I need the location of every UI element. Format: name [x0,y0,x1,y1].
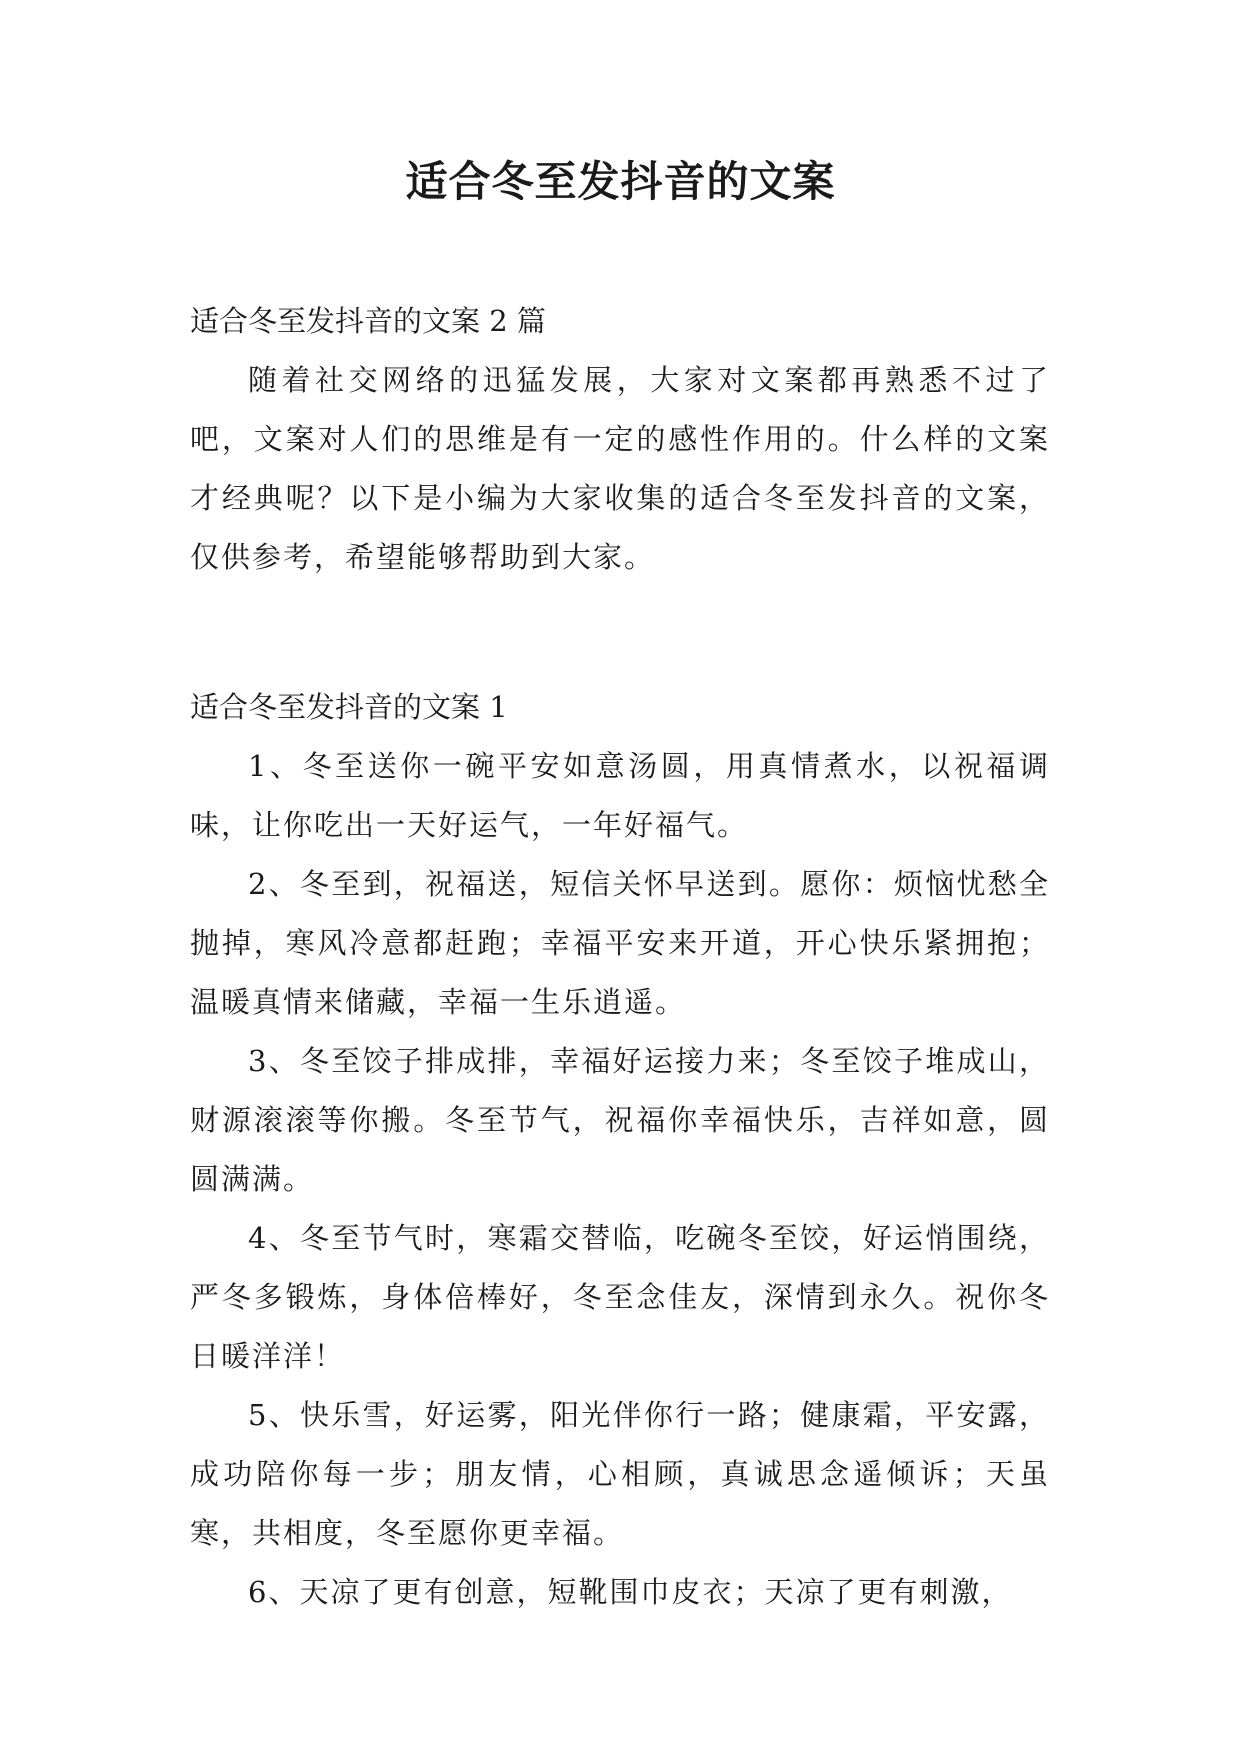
document-title: 适合冬至发抖音的文案 [405,157,836,206]
list-item: 4、冬至节气时，寒霜交替临，吃碗冬至饺，好运悄围绕，严冬多锻炼，身体倍棒好，冬至念佳友，深情到永久。祝你冬日暖洋洋！ [190,1221,1050,1373]
list-item: 6、天凉了更有创意，短靴围巾皮衣；天凉了更有刺激， [248,1575,1013,1609]
document-heading: 适合冬至发抖音的文案 2 篇 [190,304,546,338]
section-title: 适合冬至发抖音的文案 1 [190,690,508,724]
list-item: 1、冬至送你一碗平安如意汤圆，用真情煮水，以祝福调味，让你吃出一天好运气，一年好福气。 [190,749,1050,842]
list-item: 5、快乐雪，好运雾，阳光伴你行一路；健康霜，平安露，成功陪你每一步；朋友情，心相顾，真诚思念遥倾诉；天虽寒，共相度，冬至愿你更幸福。 [190,1398,1050,1550]
list-item: 2、冬至到，祝福送，短信关怀早送到。愿你：烦恼忧愁全抛掉，寒风冷意都赶跑；幸福平安来开道，开心快乐紧拥抱；温暖真情来储藏，幸福一生乐逍遥。 [190,867,1050,1019]
section-spacer [190,587,1050,678]
document-body [190,292,1050,1622]
list-item: 3、冬至饺子排成排，幸福好运接力来；冬至饺子堆成山，财源滚滚等你搬。冬至节气，祝福你幸福快乐，吉祥如意，圆圆满满。 [190,1044,1050,1196]
intro-paragraph: 随着社交网络的迅猛发展，大家对文案都再熟悉不过了吧，文案对人们的思维是有一定的感性作用的。什么样的文案才经典呢？以下是小编为大家收集的适合冬至发抖音的文案，仅供参考，希望能够帮助到大家。 [190,363,1050,574]
